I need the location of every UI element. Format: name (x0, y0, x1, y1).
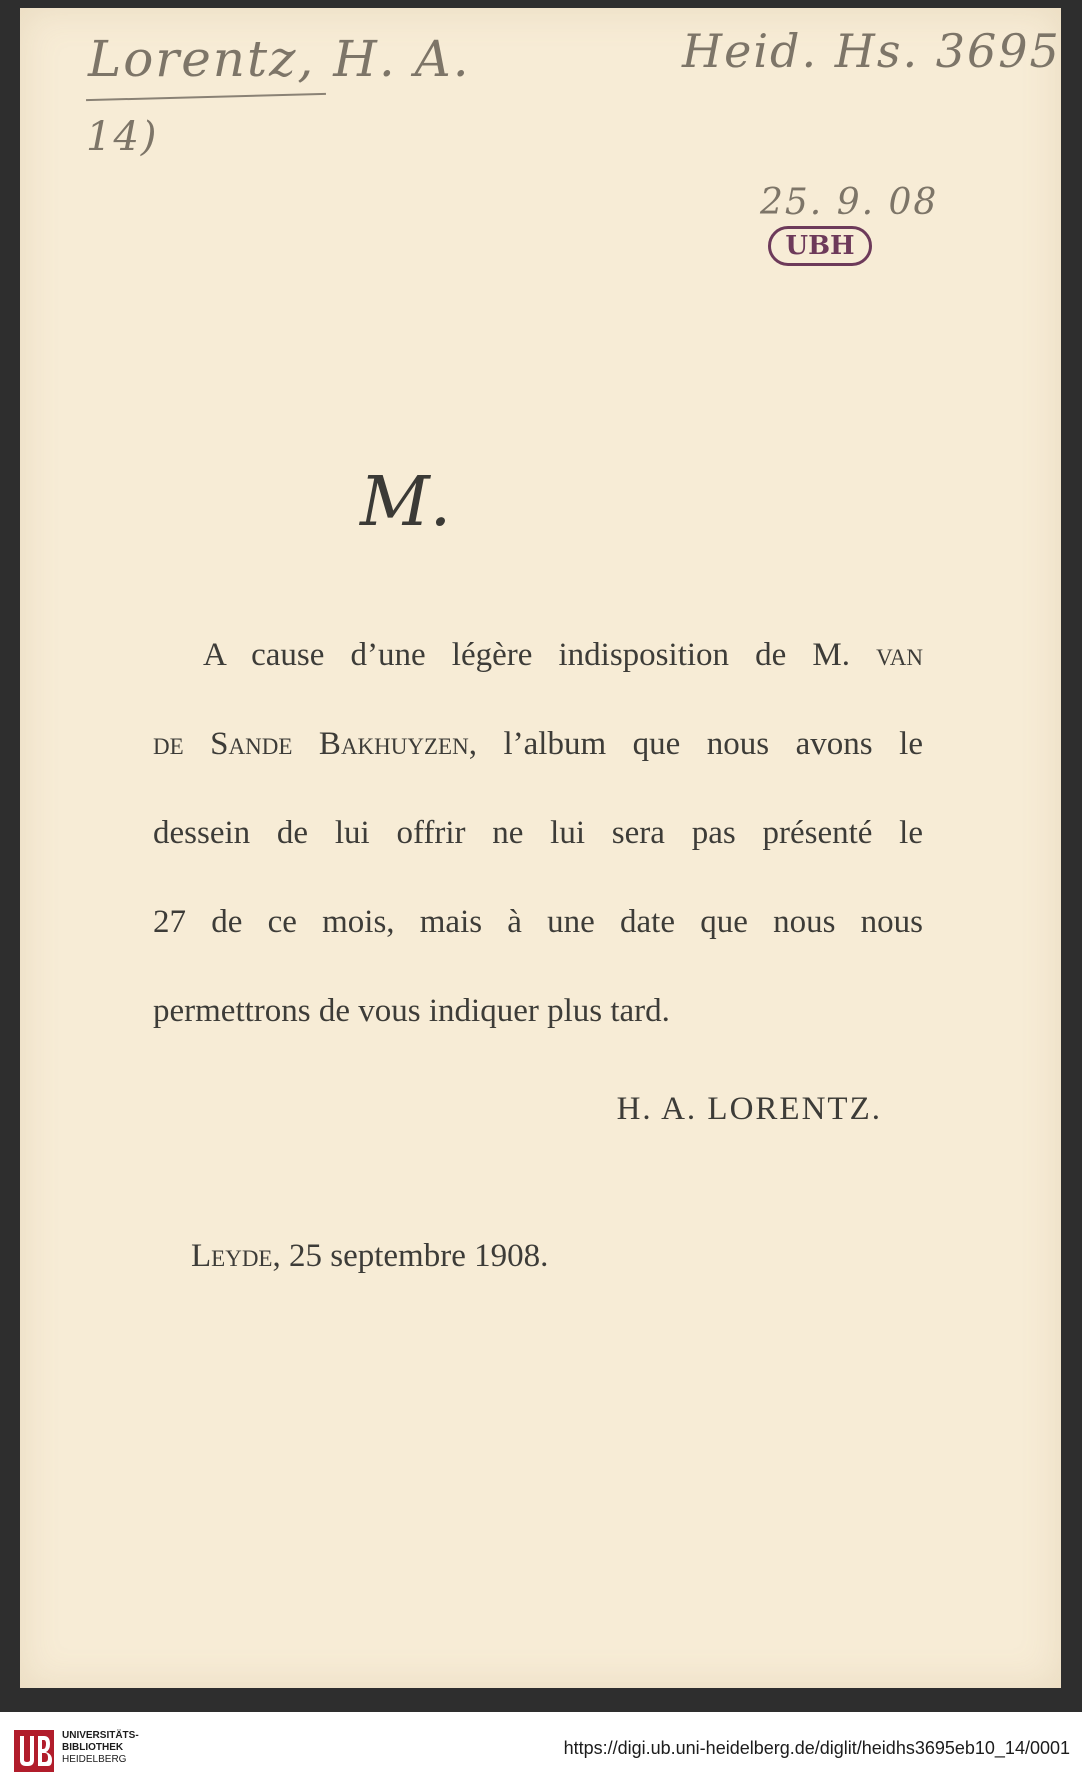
place: Leyde, (191, 1238, 281, 1274)
date: 25 septembre 1908. (280, 1238, 549, 1274)
digital-collection-url[interactable]: https://digi.ub.uni-heidelberg.de/diglit/heidhs3695eb10_14/0001 (563, 1738, 1070, 1758)
salutation: M. (360, 463, 452, 542)
author-note-underline (86, 93, 326, 101)
body-line-3: dessein de lui offrir ne lui sera pas présenté le (153, 815, 923, 851)
handwritten-author-note: Lorentz, H. A. (88, 30, 471, 88)
letter-page (20, 8, 1061, 1688)
handwritten-shelfmark: Heid. Hs. 3695 (682, 24, 1061, 78)
body-line-2 (153, 700, 923, 789)
library-name (62, 1730, 139, 1766)
body-line-1-text: A cause d’une légère indisposition de M. (203, 637, 851, 673)
library-name-line-3: HEIDELBERG (62, 1754, 127, 1765)
signature: H. A. LORENTZ. (616, 1091, 882, 1127)
handwritten-number-note: 14) (86, 114, 159, 160)
place-date (191, 1238, 548, 1275)
library-name-line-1: UNIVERSITÄTS- (62, 1730, 139, 1741)
handwritten-date: 25. 9. 08 (760, 182, 939, 223)
letter-body (153, 611, 923, 1056)
body-line-2-text: l’album que nous avons le (476, 726, 923, 762)
body-line-4: 27 de ce mois, mais à une date que nous nous (153, 904, 923, 940)
body-line-2-smallcaps: de Sande Bakhuyzen, (153, 726, 477, 762)
university-library-logo-icon (12, 1726, 56, 1776)
body-line-1-smallcaps: van (876, 637, 924, 673)
library-stamp: UBH (768, 226, 872, 266)
footer-bar (0, 1712, 1082, 1789)
library-name-line-2: BIBLIOTHEK (62, 1742, 124, 1753)
body-line-1 (153, 611, 923, 700)
body-line-5: permettrons de vous indiquer plus tard. (153, 993, 670, 1029)
